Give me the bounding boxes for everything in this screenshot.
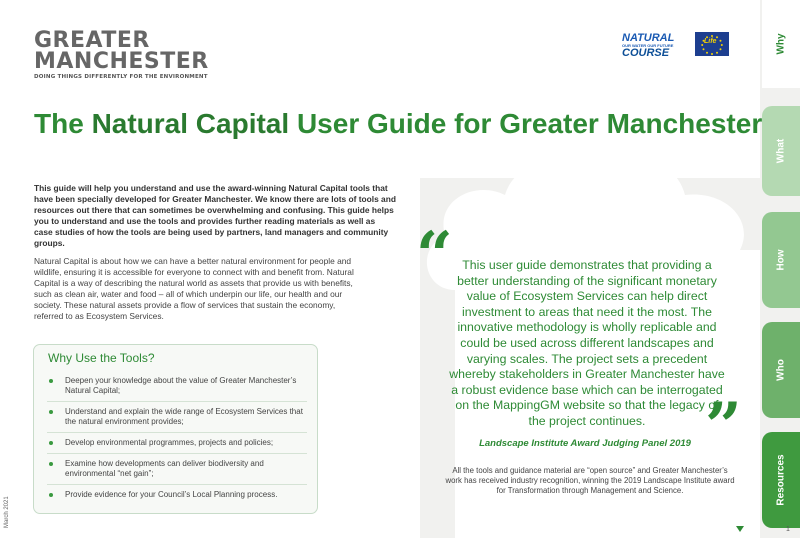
list-item: Deepen your knowledge about the value of Greater Manchester’s Natural Capital;: [47, 376, 307, 402]
close-quote-icon: ”: [705, 389, 742, 464]
life-label: Life: [704, 38, 717, 45]
tab-who[interactable]: [762, 322, 800, 418]
list-item: Provide evidence for your Council’s Local Planning process.: [47, 490, 307, 505]
list-item: Understand and explain the wide range of Ecosystem Services that the natural environment provides;: [47, 407, 307, 433]
logo-line2: MANCHESTER: [34, 49, 209, 74]
list-item: Examine how developments can deliver biodiversity and environmental “net gain”;: [47, 459, 307, 485]
greater-manchester-logo: [34, 30, 209, 80]
tab-how[interactable]: [762, 212, 800, 308]
natural-capital-paragraph: Natural Capital is about how we can have a better natural environment for people and wildlife, ensuring it is accessible for everyone to connect with and benefit from. Natural Capital is a way of describing the natural world as assets that provide us with benefits, such as clean air, water and food – all of which underpin our life, our health and our society. These natural assets provide a flow of services that sustain the economy, referred to as Ecosystem Services.: [34, 256, 354, 321]
logo-tagline: DOING THINGS DIFFERENTLY FOR THE ENVIRONMENT: [34, 74, 208, 80]
tab-what[interactable]: [762, 106, 800, 196]
why-use-tools-box: [33, 344, 318, 514]
tab-resources-label: Resources: [775, 454, 787, 506]
tab-how-label: How: [775, 249, 787, 271]
tab-why[interactable]: [762, 0, 800, 88]
quote-author: Landscape Institute Award Judging Panel 2019: [479, 438, 691, 449]
tab-resources[interactable]: [762, 432, 800, 528]
logo-line1: GREATER: [34, 28, 150, 53]
why-box-title: Why Use the Tools?: [48, 351, 155, 365]
tab-why-label: Why: [775, 33, 787, 55]
quote-text: This user guide demonstrates that providing a better understanding of the significant monetary value of Ecosystem Services can help direct investment to areas that need it the most. The innovative methodology is wholly replicable and could be used across different landscapes and varying scales. The project sets a precedent whereby stakeholders in Greater Manchester have a robust evidence base which can be interrogated on the MappingGM website so that the legacy of the project continues.: [449, 258, 725, 428]
natural-course-logo: NATURAL OUR WATER OUR FUTURE COURSE: [622, 32, 675, 59]
page-number: 1: [786, 526, 790, 533]
footer-text: All the tools and guidance material are “open source” and Greater Manchester’s work has received industry recognition, winning the 2019 Landscape Institute award for Transformation through Management and Science.: [445, 466, 735, 495]
page-title: The Natural Capital User Guide for Greater Manchester: [34, 108, 763, 139]
eu-life-logo: [695, 32, 729, 56]
bullet-icon: [49, 379, 53, 383]
open-quote-icon: “: [416, 218, 453, 293]
tab-what-label: What: [775, 138, 787, 164]
bullet-icon: [49, 410, 53, 414]
bullet-icon: [49, 462, 53, 466]
date-label: March 2021: [4, 496, 10, 528]
list-item: Develop environmental programmes, projects and policies;: [47, 438, 307, 454]
next-page-arrow-icon[interactable]: [736, 526, 744, 532]
intro-paragraph: This guide will help you understand and use the award-winning Natural Capital tools that have been specially developed for Greater Manchester. We know there are lots of tools and resources out there that can sometimes be overwhelming and confusing. This guide helps you to understand and use the tools and provides further reading materials as well as case studies of how the tools are being used by partners, land managers and community groups.: [34, 183, 396, 248]
tab-who-label: Who: [775, 359, 787, 381]
bullet-icon: [49, 493, 53, 497]
why-list: [47, 376, 307, 510]
bullet-icon: [49, 441, 53, 445]
